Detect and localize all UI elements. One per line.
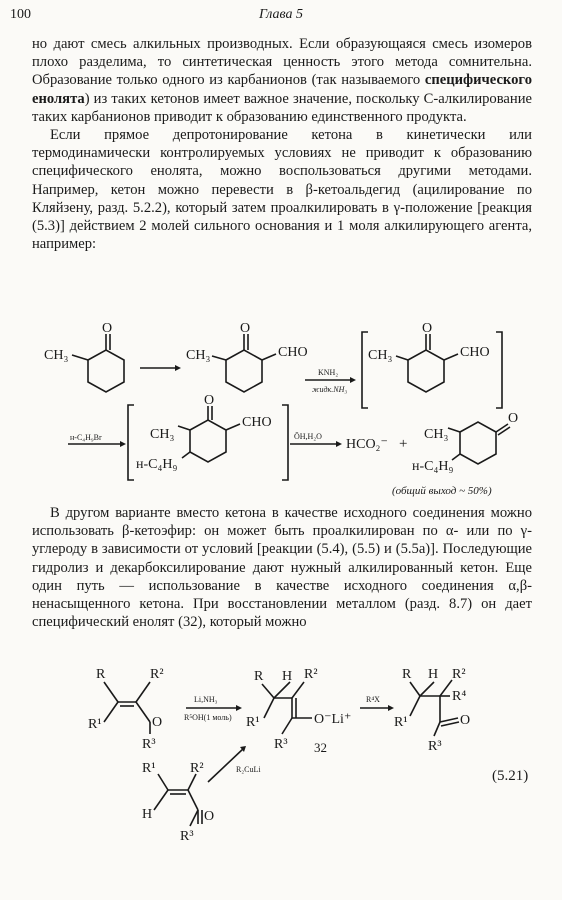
svg-text:R²: R² xyxy=(190,761,204,776)
svg-text:CH₃: CH₃ xyxy=(186,348,211,363)
svg-text:CH₃: CH₃ xyxy=(424,427,449,442)
svg-text:H: H xyxy=(142,807,153,822)
body-text-top xyxy=(32,35,532,253)
yield-note: (общий выход ~ 50%) xyxy=(392,485,492,497)
svg-text:н-C₄H₉: н-C₄H₉ xyxy=(412,459,454,474)
svg-text:+: + xyxy=(399,436,408,452)
formate-label: HCO₂⁻ xyxy=(346,437,388,452)
svg-text:O: O xyxy=(204,393,215,408)
compound-label-32: 32 xyxy=(314,740,327,755)
alkylating-agent-label: н-C₄H₉Br xyxy=(70,433,102,442)
reaction-scheme-2 xyxy=(0,660,562,880)
svg-text:R¹: R¹ xyxy=(142,761,156,776)
bold-term: специфического енолята xyxy=(32,72,532,107)
svg-text:KNH₂: KNH₂ xyxy=(318,368,339,377)
svg-text:R²: R² xyxy=(304,667,318,682)
svg-text:CH₃: CH₃ xyxy=(368,348,393,363)
paragraph-1: но дают смесь алкильных производных. Если образующаяся смесь изомеров плохо разделима, то синтетическая ценность этого метода сомнительна. Образование только одного из карбанионов (так называемого специфического енолята) из таких кетонов имеет важное значение, поскольку C-алкилирование таких карбанионов приводит к образованию единственного продукта. xyxy=(32,36,532,125)
svg-text:O: O xyxy=(204,809,215,824)
methyl-label: CH₃ xyxy=(44,348,69,363)
svg-text:R⁴: R⁴ xyxy=(452,689,467,704)
ketoaldehyde-structure xyxy=(186,321,308,392)
enolate-structure xyxy=(246,667,351,755)
svg-text:R²: R² xyxy=(452,667,466,682)
svg-text:R¹: R¹ xyxy=(394,715,408,730)
svg-text:Li,NH₃: Li,NH₃ xyxy=(194,695,218,704)
product-ketone-structure xyxy=(412,411,518,474)
enone-structure xyxy=(88,667,164,752)
svg-text:H: H xyxy=(428,667,439,682)
svg-text:жидк.NH₃: жидк.NH₃ xyxy=(312,385,348,394)
chapter-title: Глава 5 xyxy=(259,7,303,22)
svg-text:R¹: R¹ xyxy=(246,715,260,730)
svg-text:R³: R³ xyxy=(180,829,194,844)
svg-text:CHO: CHO xyxy=(278,345,308,360)
svg-text:R⁵OH(1 моль): R⁵OH(1 моль) xyxy=(184,713,232,722)
svg-text:O: O xyxy=(102,321,113,336)
svg-text:R³: R³ xyxy=(274,737,288,752)
alkylated-ketone-structure xyxy=(394,667,470,754)
svg-text:R: R xyxy=(96,667,106,682)
svg-text:R¹: R¹ xyxy=(88,717,102,732)
paragraph-2: Если прямое депротонирование кетона в кинетически или термодинамически контролируемых условиях не приводит к образованию специфического енолята, можно воспользоваться другими методами. Например, кетон можно перевести в β-кетоальдегид (ацилирование по Кляйзену, разд. 5.2.2), который затем проалкилировать в γ-положение [реакция (5.3)] действием 2 молей сильного основания и 1 моля алкилирующего агента, например: xyxy=(32,127,532,253)
dianion-structure xyxy=(362,321,502,408)
alkylated-intermediate-structure xyxy=(128,393,288,480)
svg-text:O: O xyxy=(422,321,433,336)
svg-text:O: O xyxy=(508,411,519,426)
svg-text:R: R xyxy=(402,667,412,682)
svg-text:R²: R² xyxy=(150,667,164,682)
svg-text:CH₃: CH₃ xyxy=(150,427,175,442)
svg-text:R₂CuLi: R₂CuLi xyxy=(236,765,261,774)
page-header xyxy=(10,7,552,25)
svg-text:R³: R³ xyxy=(428,739,442,754)
svg-text:ŌH,H₂O: ŌH,H₂O xyxy=(294,432,322,441)
svg-text:O⁻Li⁺: O⁻Li⁺ xyxy=(314,712,352,727)
cis-enone-structure xyxy=(142,761,214,844)
svg-text:R⁴X: R⁴X xyxy=(366,695,380,704)
equation-number: (5.21) xyxy=(492,768,529,784)
svg-text:O: O xyxy=(240,321,251,336)
svg-text:O: O xyxy=(460,713,471,728)
svg-text:CHO: CHO xyxy=(460,345,490,360)
cyclohexanone-structure xyxy=(44,321,124,392)
svg-text:R: R xyxy=(254,669,264,684)
paragraph-3: В другом варианте вместо кетона в качестве исходного соединения можно использовать β-кетоэфир: он может быть проалкилирован по α- или по γ-углероду в зависимости от условий [реакции (5.4), (5.5) и (5.5а)]. Последующие гидролиз и декарбоксилирование дают нужный алкилированный кетон. Еще один путь — использование в качестве исходного соединения α,β-ненасыщенного кетона. При восстановлении металлом (разд. 8.7) он дает специфический енолят (32), который можно xyxy=(32,505,532,631)
svg-text:CHO: CHO xyxy=(242,415,272,430)
body-text-bottom xyxy=(32,504,532,631)
reaction-scheme-1 xyxy=(0,320,562,520)
svg-text:R³: R³ xyxy=(142,737,156,752)
svg-text:O: O xyxy=(152,715,163,730)
page-number: 100 xyxy=(10,7,31,22)
svg-text:H: H xyxy=(282,669,293,684)
svg-text:н-C₄H₉: н-C₄H₉ xyxy=(136,457,178,472)
